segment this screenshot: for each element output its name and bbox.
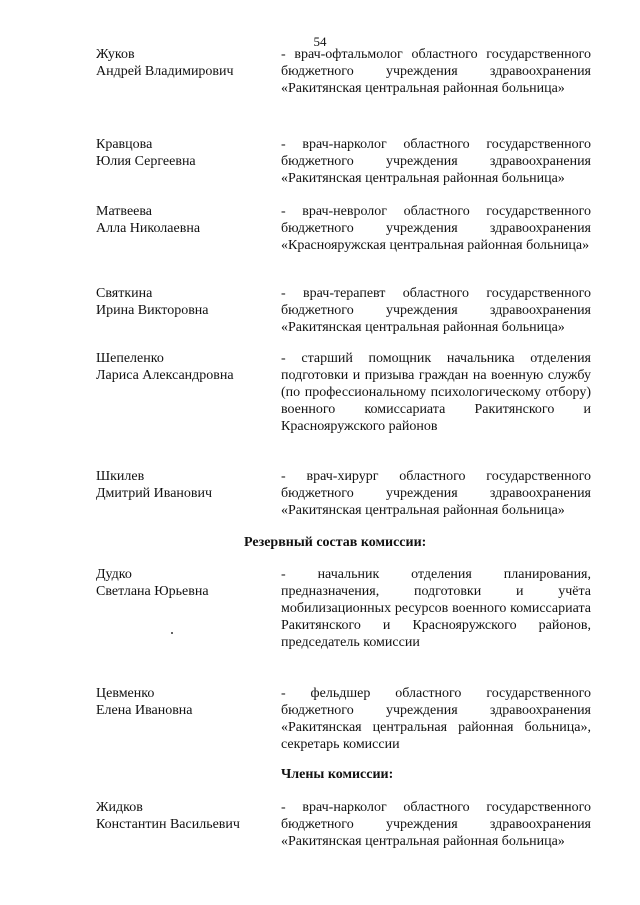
- member-surname: Святкина: [96, 286, 153, 301]
- member-name: [96, 685, 276, 719]
- member-given-names: Ирина Викторовна: [96, 303, 209, 318]
- member-position: - врач-офтальмолог областного государственного бюджетного учреждения здравоохранения «Ракитянская центральная районная больница»: [281, 47, 591, 96]
- member-name: [96, 799, 276, 833]
- member-given-names: Дмитрий Иванович: [96, 486, 213, 501]
- member-position: - врач-хирург областного государственного бюджетного учреждения здравоохранения «Ракитянская центральная районная больница»: [281, 469, 591, 518]
- member-given-names: Юлия Сергеевна: [96, 154, 196, 169]
- member-position: - врач-невролог областного государственного бюджетного учреждения здравоохранения «Краснояружская центральная районная больница»: [281, 204, 591, 253]
- reserve-section-title: Резервный состав комиссии:: [244, 535, 427, 550]
- member-surname: Шкилев: [96, 469, 145, 484]
- member-surname: Жуков: [96, 47, 135, 62]
- stray-dot-mark: [171, 632, 173, 634]
- member-given-names: Елена Ивановна: [96, 703, 193, 718]
- member-surname: Жидков: [96, 800, 143, 815]
- member-surname: Цевменко: [96, 686, 155, 701]
- member-name: [96, 468, 276, 502]
- member-given-names: Светлана Юрьевна: [96, 584, 209, 599]
- member-name: [96, 136, 276, 170]
- member-position: - начальник отделения планирования, предназначения, подготовки и учёта мобилизационных ресурсов военного комиссариата Ракитянского и Краснояружского районов, председатель комиссии: [281, 567, 591, 650]
- member-position: - врач-нарколог областного государственного бюджетного учреждения здравоохранения «Ракитянская центральная районная больница»: [281, 137, 591, 186]
- member-given-names: Константин Васильевич: [96, 817, 240, 832]
- member-position: - врач-нарколог областного государственного бюджетного учреждения здравоохранения «Ракитянская центральная районная больница»: [281, 800, 591, 849]
- member-name: [96, 203, 276, 237]
- member-surname: Кравцова: [96, 137, 153, 152]
- member-surname: Шепеленко: [96, 351, 164, 366]
- member-surname: Матвеева: [96, 204, 153, 219]
- member-position: - фельдшер областного государственного бюджетного учреждения здравоохранения «Ракитянская центральная районная больница», секретарь комиссии: [281, 686, 591, 752]
- member-position: - старший помощник начальника отделения подготовки и призыва граждан на военную службу (по профессиональному психологическому отбору) военного комиссариата Ракитянского и Краснояружского районов: [281, 351, 591, 434]
- member-position: - врач-терапевт областного государственного бюджетного учреждения здравоохранения «Ракитянская центральная районная больница»: [281, 286, 591, 335]
- member-name: [96, 566, 276, 600]
- member-given-names: Алла Николаевна: [96, 221, 201, 236]
- member-name: [96, 285, 276, 319]
- member-surname: Дудко: [96, 567, 132, 582]
- page-number: 54: [313, 34, 327, 49]
- member-name: [96, 350, 276, 384]
- member-name: [96, 46, 276, 80]
- member-given-names: Лариса Александровна: [96, 368, 234, 383]
- member-given-names: Андрей Владимирович: [96, 64, 234, 79]
- members-section-title: Члены комиссии:: [281, 767, 394, 782]
